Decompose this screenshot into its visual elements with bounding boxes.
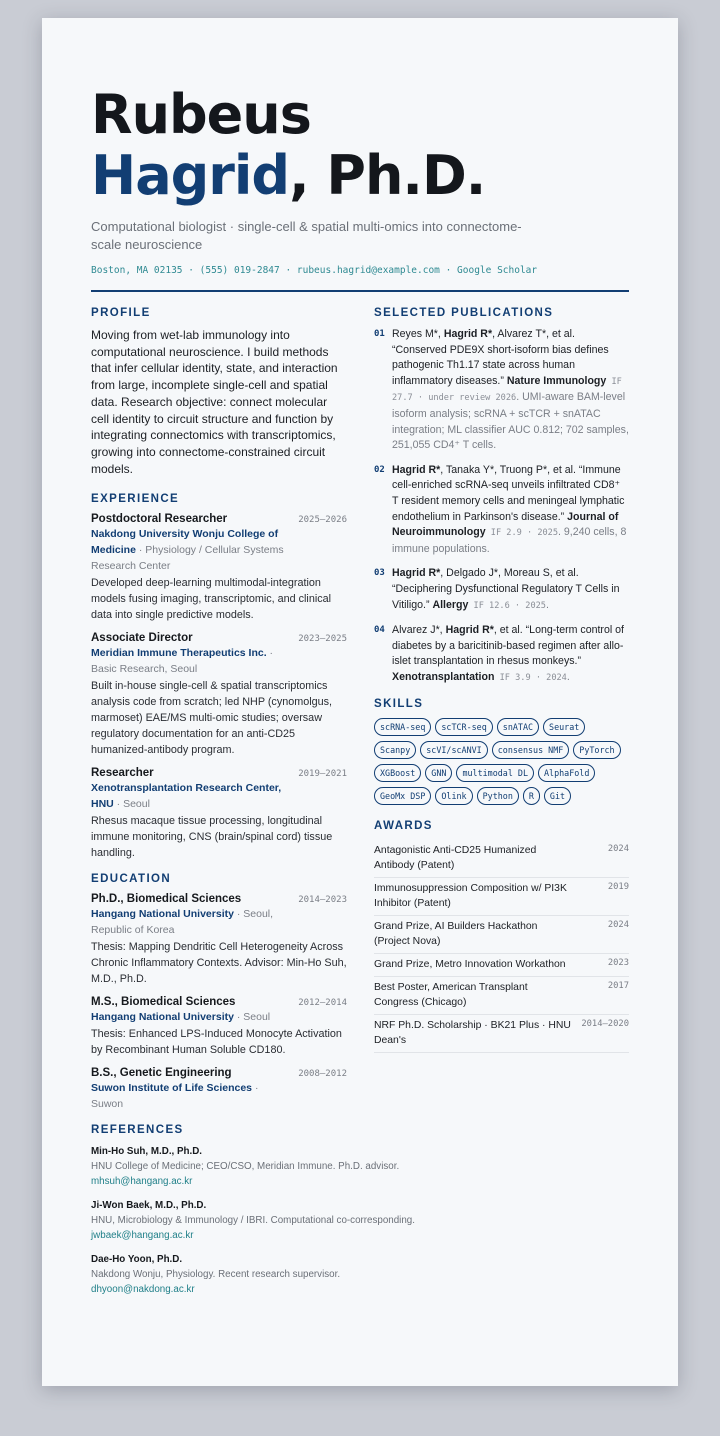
education-item-org-name: Suwon Institute of Life Sciences [91, 1082, 253, 1095]
skill-chip: AlphaFold [538, 764, 595, 782]
award-name: NRF Ph.D. Scholarship · BK21 Plus · HNU Dean's [374, 1020, 571, 1047]
experience-item-description: Developed deep-learning multimodal-integration models fusing imaging, transcriptomic, and clinical data into single predictive models. [91, 577, 332, 622]
experience-item-org-detail: · Seoul [113, 798, 150, 811]
publication-number: 04 [374, 625, 385, 636]
skills-list [374, 718, 629, 805]
resume-page [42, 18, 678, 1386]
name-last: Hagrid [91, 144, 290, 207]
experience-item-date: 2023–2025 [298, 634, 347, 645]
experience-item-header [91, 632, 347, 644]
publication-authors-pre: Reyes M*, [392, 328, 444, 340]
reference-name: Min-Ho Suh, M.D., Ph.D. [91, 1146, 203, 1158]
education-item [91, 893, 347, 987]
experience-item-org [91, 780, 291, 812]
publication-citation [392, 327, 629, 454]
skill-chip: XGBoost [374, 764, 421, 782]
skill-chip: snATAC [497, 718, 539, 736]
name-first: Rubeus [91, 83, 311, 146]
publication-number: 03 [374, 568, 385, 579]
reference-description: HNU, Microbiology & Immunology / IBRI. Computational co-corresponding. [91, 1215, 415, 1227]
experience-item-header [91, 513, 347, 525]
publication-item [374, 463, 629, 558]
publication-author-highlight: Hagrid R* [445, 624, 494, 637]
award-name: Antagonistic Anti-CD25 Humanized Antibody (Patent) [374, 845, 537, 872]
skill-chip: scTCR-seq [435, 718, 492, 736]
award-name: Grand Prize, Metro Innovation Workathon [374, 959, 566, 971]
publication-note: . UMI-aware BAM-level isoform analysis; scRNA + scTCR + snATAC integration; ML classifier AUC 0.812; 702 samples, 251,055 CD4⁺ T cells. [392, 391, 629, 452]
publication-note: . [566, 670, 570, 683]
publication-journal: Xenotransplantation [392, 670, 495, 683]
education-item-description: Thesis: Mapping Dendritic Cell Heterogeneity Across Chronic Inflammatory Contexts. Advisor: Min-Ho Suh, M.D., Ph.D. [91, 941, 347, 986]
education-item-date: 2012–2014 [298, 998, 347, 1009]
publication-number: 01 [374, 329, 385, 339]
experience-item-title: Postdoctoral Researcher [91, 513, 228, 526]
education-item-org-name: Hangang National University [91, 908, 234, 921]
education-item-date: 2008–2012 [298, 1069, 347, 1080]
award-year: 2024 [607, 844, 629, 855]
experience-item-org-name: Meridian Immune Therapeutics Inc. [91, 647, 267, 660]
award-year: 2017 [607, 981, 629, 992]
award-name: Best Poster, American Transplant Congress (Chicago) [374, 982, 528, 1009]
education-item-org [91, 906, 291, 938]
experience-item-org-detail: · Basic Research, Seoul [91, 647, 274, 676]
award-item [374, 954, 629, 977]
award-name: Grand Prize, AI Builders Hackathon (Project Nova) [374, 921, 538, 948]
profile-title: PROFILE [91, 307, 151, 319]
experience-title: EXPERIENCE [91, 493, 180, 506]
award-year: 2023 [607, 958, 629, 969]
education-item [91, 1067, 347, 1112]
education-item-org-detail: · Suwon [91, 1082, 259, 1111]
skill-chip: multimodal DL [456, 764, 534, 782]
award-year: 2024 [607, 920, 629, 931]
publication-title: , Delgado J*, Moreau S, et al. “Deciphering Dysfunctional Regulatory T Cells in Vitiligo.” [392, 567, 620, 611]
education-item-org-detail: · Seoul [233, 1011, 271, 1024]
reference-item [91, 1198, 511, 1243]
awards-title: AWARDS [374, 820, 433, 833]
skill-chip: R [523, 787, 540, 805]
publication-author-highlight: Hagrid R* [392, 463, 441, 476]
awards-list [374, 840, 629, 1053]
publication-title: , Alvarez T*, et al. “Conserved PDE9X short-isoform bias defines pathogenic Th1.17 state across human inflammatory diseases.” [392, 328, 609, 387]
publication-meta: IF 27.7 · under review 2026 [392, 376, 622, 404]
skill-chip: Olink [435, 787, 472, 805]
education-title: EDUCATION [91, 873, 172, 886]
award-item [374, 916, 629, 954]
education-item-header [91, 893, 347, 905]
experience-item-org-detail: · Physiology / Cellular Systems Research Center [91, 544, 284, 573]
education-item-title: M.S., Biomedical Sciences [91, 996, 236, 1009]
reference-email-link[interactable]: mhsuh@hangang.ac.kr [91, 1176, 193, 1188]
experience-item-title: Researcher [91, 767, 154, 780]
references-title: REFERENCES [91, 1124, 184, 1137]
education-list [91, 893, 347, 1112]
skill-chip: scVI/scANVI [420, 741, 487, 759]
award-item [374, 977, 629, 1015]
experience-item-org-name: Xenotransplantation Research Center, HNU [91, 782, 282, 811]
skill-chip: Python [477, 787, 519, 805]
publication-item [374, 623, 629, 686]
publication-title: , Tanaka Y*, Truong P*, et al. “Immune cell-enriched scRNA-seq unveils infiltrated CD8⁺ T resident memory cells and meningeal lymphatic endothelium in Parkinson's disease.” [392, 463, 625, 523]
publications-title: SELECTED PUBLICATIONS [374, 307, 554, 319]
experience-list [91, 513, 347, 861]
publication-item [374, 327, 629, 454]
experience-item-title: Associate Director [91, 632, 193, 645]
experience-item-date: 2019–2021 [298, 769, 347, 780]
education-item-org [91, 1009, 291, 1025]
experience-item [91, 513, 347, 623]
publication-journal: Allergy [432, 598, 469, 611]
publication-note: . [545, 598, 549, 611]
skill-chip: GNN [425, 764, 452, 782]
award-item [374, 840, 629, 878]
education-item-org-detail: · Seoul, Republic of Korea [91, 908, 274, 937]
publication-citation [392, 566, 629, 614]
skill-chip: GeoMx DSP [374, 787, 431, 805]
publication-citation [392, 463, 629, 558]
experience-item-org-name: Nakdong University Wonju College of Medicine [91, 528, 279, 557]
right-column [374, 307, 629, 1053]
education-item-description: Thesis: Enhanced LPS-Induced Monocyte Activation by Recombinant Human Soluble CD180. [91, 1028, 342, 1057]
publication-author-highlight: Hagrid R* [392, 567, 441, 580]
publication-author-highlight: Hagrid R* [443, 328, 493, 340]
publication-meta: IF 12.6 · 2025 [468, 600, 546, 611]
skills-title: SKILLS [374, 698, 424, 711]
publication-number: 02 [374, 464, 385, 475]
skill-chip: Seurat [543, 718, 585, 736]
publications-list [374, 327, 629, 686]
skill-chip: scRNA-seq [374, 718, 431, 736]
reference-email-link[interactable]: jwbaek@hangang.ac.kr [91, 1230, 194, 1242]
name-heading [91, 84, 629, 206]
award-item [374, 878, 629, 916]
publication-meta: IF 2.9 · 2025 [485, 528, 559, 539]
education-item [91, 996, 347, 1058]
reference-name: Ji-Won Baek, M.D., Ph.D. [91, 1200, 207, 1212]
reference-name: Dae-Ho Yoon, Ph.D. [91, 1254, 183, 1266]
reference-item [91, 1144, 511, 1189]
education-item-title: B.S., Genetic Engineering [91, 1067, 232, 1080]
header-divider [91, 290, 629, 292]
skill-chip: Git [544, 787, 571, 805]
references-list [91, 1144, 511, 1297]
experience-item-org [91, 645, 291, 677]
publication-meta: IF 3.9 · 2024 [494, 672, 567, 683]
experience-item [91, 632, 347, 758]
reference-email-link[interactable]: dhyoon@nakdong.ac.kr [91, 1284, 195, 1296]
tagline: Computational biologist · single-cell & spatial multi-omics into connectome-scale neuroscience [91, 219, 522, 252]
publication-journal: Journal of Neuroimmunology [392, 510, 619, 539]
publication-journal: Nature Immunology [506, 374, 607, 387]
publication-item [374, 566, 629, 614]
education-item-org [91, 1080, 291, 1112]
reference-description: HNU College of Medicine; CEO/CSO, Meridian Immune. Ph.D. advisor. [91, 1161, 400, 1173]
skill-chip: Scanpy [374, 741, 416, 759]
contact-line[interactable]: Boston, MA 02135 · (555) 019-2847 · rubeus.hagrid@example.com · Google Scholar [91, 265, 538, 276]
education-item-title: Ph.D., Biomedical Sciences [91, 893, 242, 906]
experience-item-org [91, 526, 291, 574]
publication-title: , et al. “Long-term control of diabetes by a baricitinib-based regimen after allo-islet transplantation in rhesus monkeys.” [392, 624, 624, 668]
name-suffix: , Ph.D. [289, 144, 486, 207]
reference-description: Nakdong Wonju, Physiology. Recent research supervisor. [91, 1269, 341, 1281]
experience-item-date: 2025–2026 [298, 515, 347, 526]
experience-item [91, 767, 347, 861]
education-item-header [91, 996, 347, 1008]
reference-item [91, 1252, 511, 1297]
award-name: Immunosuppression Composition w/ PI3K Inhibitor (Patent) [374, 883, 567, 910]
publication-authors-pre: Alvarez J*, [392, 624, 446, 637]
publication-note: . 9,240 cells, 8 immune populations. [392, 526, 627, 555]
skill-chip: consensus NMF [492, 741, 570, 759]
education-item-header [91, 1067, 347, 1079]
award-year: 2014–2020 [581, 1019, 629, 1030]
experience-item-description: Built in-house single-cell & spatial transcriptomics analysis code from scratch; led NHP (cynomolgus, marmoset) EAE/MS multi-omic studies; oversaw regulatory documentation for an anti-CD25 humanized-antibody program. [91, 680, 333, 757]
education-item-date: 2014–2023 [298, 895, 347, 906]
experience-item-description: Rhesus macaque tissue processing, longitudinal immune monitoring, CNS (brain/spinal cord) tissue handling. [91, 815, 333, 860]
publication-citation [392, 623, 629, 686]
experience-item-header [91, 767, 347, 779]
award-item [374, 1015, 629, 1053]
award-year: 2019 [607, 882, 629, 893]
education-item-org-name: Hangang National University [91, 1011, 234, 1024]
skill-chip: PyTorch [573, 741, 620, 759]
profile-text: Moving from wet-lab immunology into computational neuroscience. I build methods that infer cellular identity, state, and interaction from large, incomplete single-cell and spatial data. Research objective: connect molecular cell identity to circuit structure and function by integrating connectomics with transcriptomics, growing into connectome-constrained circuit models. [91, 328, 338, 476]
